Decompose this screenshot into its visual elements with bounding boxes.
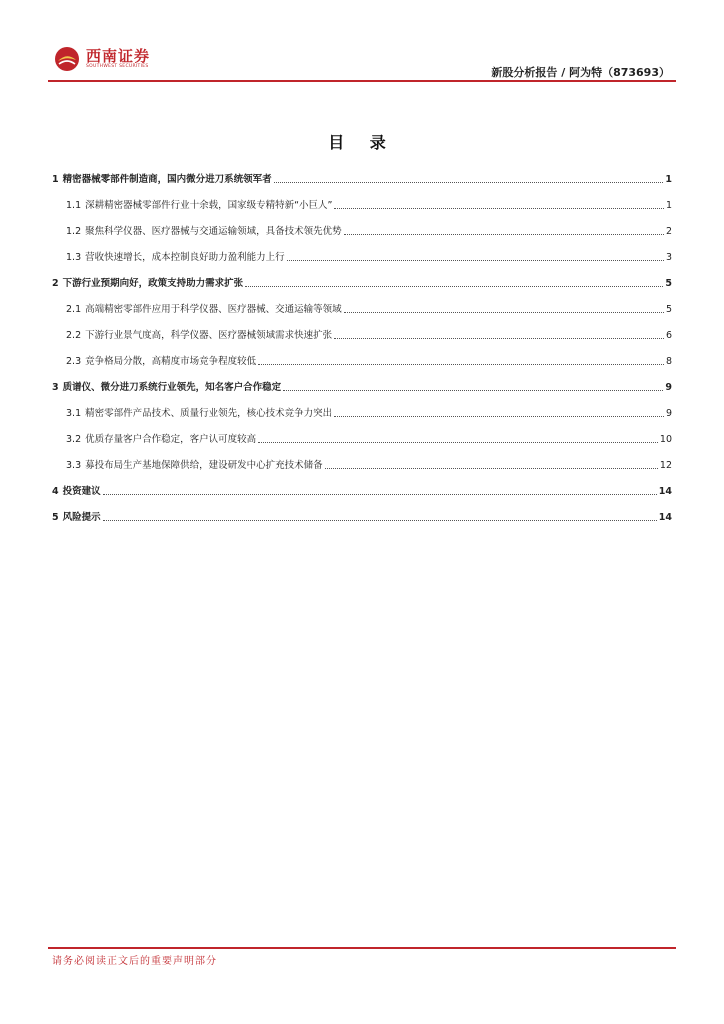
logo-english-name: SOUTHWEST SECURITIES [86,64,149,69]
toc-dot-leader [344,311,664,313]
toc-entry[interactable] [52,378,672,394]
toc-entry-title: 下游行业景气度高，科学仪器、医疗器械领域需求快速扩张 [85,330,333,341]
toc-dot-leader [334,207,663,209]
toc-entry-number: 1.3 [66,252,82,263]
toc-entry-page: 9 [665,382,672,393]
toc-entry[interactable] [52,430,672,446]
header-divider [48,80,676,82]
toc-entry-title: 投资建议 [62,486,101,497]
toc-entry-title: 深耕精密器械零部件行业十余载，国家级专精特新“小巨人” [85,200,333,211]
toc-dot-leader [258,441,658,443]
toc-dot-leader [283,389,663,391]
toc-entry-title: 质谱仪、微分进刀系统行业领先，知名客户合作稳定 [62,382,282,393]
toc-entry-number: 1.1 [66,200,82,211]
toc-dot-leader [274,181,664,183]
toc-title: 目 录 [328,133,396,152]
toc-entry[interactable] [52,482,672,498]
toc-entry-title: 精密器械零部件制造商，国内微分进刀系统领军者 [62,174,272,185]
toc-entry-page: 14 [658,486,672,497]
toc-dot-leader [344,233,664,235]
toc-entry-page: 2 [665,226,672,237]
toc-entry[interactable] [52,222,672,238]
toc-entry[interactable] [52,404,672,420]
toc-dot-leader [334,337,664,339]
logo-chinese-name: 西南证券 [86,47,151,65]
toc-entry-number: 2.1 [66,304,82,315]
toc-dot-leader [325,467,658,469]
toc-entry[interactable] [52,456,672,472]
toc-entry-number: 1 [52,174,59,185]
toc-entry-title: 聚焦科学仪器、医疗器械与交通运输领域，具备技术领先优势 [85,226,342,237]
toc-dot-leader [245,285,663,287]
footer-divider [48,947,676,949]
toc-entry-page: 9 [665,408,672,419]
toc-entry-title: 募投布局生产基地保障供给，建设研发中心扩充技术储备 [85,460,323,471]
logo-mark-icon [54,46,80,72]
toc-entry-title: 营收快速增长，成本控制良好助力盈利能力上行 [85,252,285,263]
toc-entry-page: 3 [665,252,672,263]
company-logo [54,44,150,74]
report-header-title: 新股分析报告 / 阿为特（873693） [491,66,670,79]
toc-entry-title: 竞争格局分散，高精度市场竞争程度较低 [85,356,257,367]
toc-entry-title: 优质存量客户合作稳定，客户认可度较高 [85,434,257,445]
toc-dot-leader [334,415,664,417]
toc-entry-page: 6 [665,330,672,341]
toc-dot-leader [258,363,664,365]
toc-entry-number: 1.2 [66,226,82,237]
toc-entry-number: 3.2 [66,434,82,445]
toc-entry-number: 2.2 [66,330,82,341]
footer-notice: 请务必阅读正文后的重要声明部分 [52,956,217,967]
toc-entry-number: 3 [52,382,59,393]
toc-entry[interactable] [52,326,672,342]
toc-entry-title: 下游行业预期向好，政策支持助力需求扩张 [62,278,244,289]
toc-entry-page: 10 [659,434,672,445]
toc-entry[interactable] [52,274,672,290]
toc-entry-number: 2.3 [66,356,82,367]
toc-dot-leader [287,259,664,261]
toc-entry-number: 5 [52,512,59,523]
toc-entry-page: 1 [665,174,672,185]
toc-entry[interactable] [52,300,672,316]
toc-entry-number: 3.3 [66,460,82,471]
toc-entry-number: 4 [52,486,59,497]
toc-entry-page: 1 [665,200,672,211]
toc-entry-page: 8 [665,356,672,367]
toc-entry-title: 精密零部件产品技术、质量行业领先，核心技术竞争力突出 [85,408,333,419]
toc-entry[interactable] [52,170,672,186]
toc-entry[interactable] [52,508,672,524]
toc-dot-leader [103,493,657,495]
toc-entry[interactable] [52,248,672,264]
toc-entry-page: 12 [659,460,672,471]
toc-entry-page: 14 [658,512,672,523]
toc-entry-number: 3.1 [66,408,82,419]
toc-dot-leader [103,519,657,521]
toc-entry-title: 风险提示 [62,512,101,523]
toc-entry-number: 2 [52,278,59,289]
toc-entry-page: 5 [665,278,672,289]
toc-entry[interactable] [52,196,672,212]
toc-entry[interactable] [52,352,672,368]
toc-entry-title: 高端精密零部件应用于科学仪器、医疗器械、交通运输等领域 [85,304,342,315]
toc-entry-page: 5 [665,304,672,315]
